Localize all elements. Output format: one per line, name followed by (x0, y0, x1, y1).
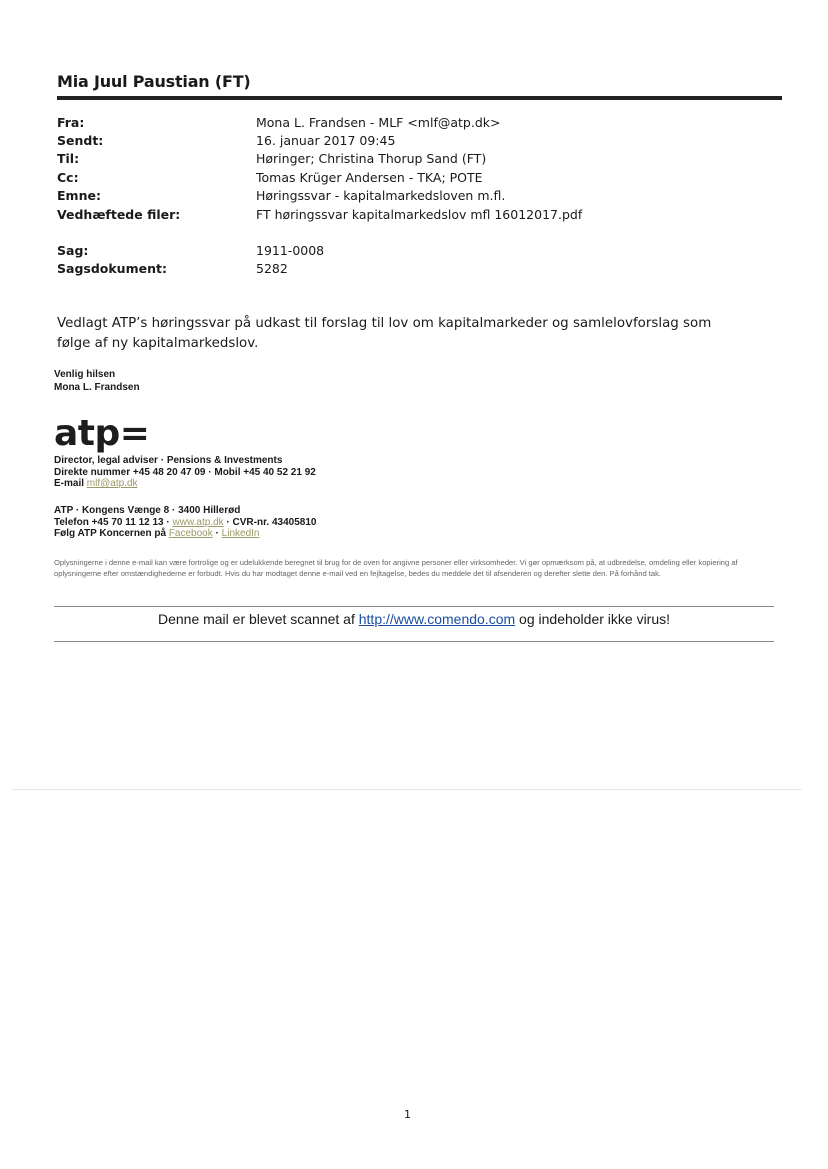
greeting: Venlig hilsen (54, 369, 116, 380)
link-separator: · (215, 528, 219, 539)
header-value: 1911-0008 (256, 243, 325, 259)
title-divider (57, 96, 782, 100)
signature-phone: Direkte nummer +45 48 20 47 09 · Mobil +45 40 52 21 92 (54, 466, 316, 478)
header-label: Til: (57, 151, 80, 167)
scan-prefix: Denne mail er blevet scannet af (157, 611, 355, 627)
header-row-to (57, 150, 757, 168)
header-label: Sendt: (57, 133, 104, 149)
header-label: Sagsdokument: (57, 261, 167, 277)
company-phone-line (54, 517, 316, 529)
company-address: ATP · Kongens Vænge 8 · 3400 Hillerød (54, 505, 241, 516)
header-spacer (57, 223, 757, 241)
header-label: Sag: (57, 243, 89, 259)
header-value: FT høringssvar kapitalmarkedslov mfl 16012017.pdf (256, 206, 583, 222)
email-link[interactable]: mlf@atp.dk (86, 478, 138, 489)
header-label: Emne: (57, 188, 101, 204)
header-label: Fra: (57, 114, 85, 130)
header-label: Cc: (57, 169, 79, 185)
signature-address-block (54, 505, 316, 540)
header-row-cc (57, 168, 757, 186)
header-row-attachments (57, 205, 757, 223)
signature-greeting-block (54, 369, 140, 394)
email-body: Vedlagt ATP’s høringssvar på udkast til forslag til lov om kapitalmarkeder og samlelovforslag som følge af ny kapitalmarkedslov. (57, 316, 712, 351)
header-row-subject (57, 187, 757, 205)
comendo-link[interactable]: http://www.comendo.com (358, 611, 516, 627)
header-row-sent (57, 131, 757, 149)
header-row-case-document (57, 260, 757, 278)
header-label: Vedhæftede filer: (57, 206, 181, 222)
signature-role: Director, legal adviser · Pensions & Investments (54, 455, 283, 466)
page-fold-line (12, 789, 802, 790)
follow-label: Følg ATP Koncernen på (54, 528, 167, 539)
header-value: Høringer; Christina Thorup Sand (FT) (256, 151, 487, 167)
scan-suffix: og indeholder ikke virus! (519, 611, 671, 627)
header-value: 16. januar 2017 09:45 (256, 133, 396, 149)
company-cvr: · CVR-nr. 43405810 (226, 516, 317, 528)
disclaimer-text: Oplysningerne i denne e-mail kan være fortrolige og er udelukkende beregnet til brug for de oven for angivne personer eller virksomheder. Vi gør opmærksom på, at udbredelse, omdeling eller kopiering af oplysningerne efter omstændighederne er forbudt. Hvis du har modtaget denne e-mail ved en fejltagelse, bedes du meddele det til afsenderen og derefter slette den. På forhånd tak. (54, 558, 738, 578)
linkedin-link[interactable]: LinkedIn (221, 528, 260, 539)
sender-name: Mona L. Frandsen (54, 381, 140, 393)
signature-email-line (54, 478, 316, 490)
website-link[interactable]: www.atp.dk (172, 516, 224, 528)
header-row-from (57, 113, 757, 131)
scan-divider-bottom (54, 641, 774, 642)
email-label: E-mail (54, 478, 85, 489)
header-row-case (57, 241, 757, 259)
facebook-link[interactable]: Facebook (168, 528, 213, 539)
header-value: Mona L. Frandsen - MLF <mlf@atp.dk> (256, 114, 501, 130)
document-title: Mia Juul Paustian (FT) (57, 72, 251, 91)
scan-notice (54, 611, 774, 627)
header-value: Tomas Krüger Andersen - TKA; POTE (256, 169, 483, 185)
company-phone: Telefon +45 70 11 12 13 · (54, 516, 170, 528)
header-value: Høringssvar - kapitalmarkedsloven m.fl. (256, 188, 506, 204)
page-number: 1 (404, 1108, 411, 1121)
signature-contact (54, 455, 316, 490)
header-value: 5282 (256, 261, 288, 277)
scan-divider-top (54, 606, 774, 607)
atp-logo: atp= (54, 413, 150, 454)
email-header (57, 113, 757, 278)
follow-line (54, 528, 316, 540)
